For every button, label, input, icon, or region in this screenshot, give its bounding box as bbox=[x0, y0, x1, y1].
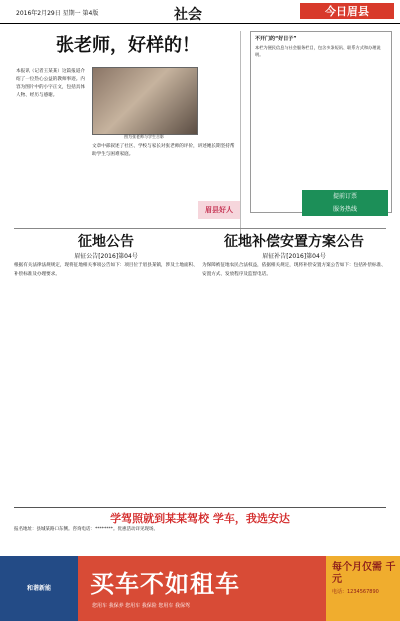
main-article bbox=[16, 31, 240, 247]
bottom-title: 学驾照就到某某驾校 学车，我选安达 bbox=[110, 512, 290, 525]
notice-right bbox=[202, 233, 386, 279]
top-bar bbox=[0, 0, 400, 26]
notice-left-sub: 眉征公告[2016]第04号 bbox=[74, 253, 138, 260]
section-divider bbox=[14, 228, 386, 229]
vertical-divider bbox=[240, 31, 241, 247]
article-headline: 张老师，好样的！ bbox=[56, 35, 200, 56]
photo-caption: 图为张老师与学生合影 bbox=[124, 134, 164, 139]
green-ad-line2: 服务热线 bbox=[332, 206, 357, 213]
green-ad-line1: 提前订票 bbox=[332, 193, 357, 200]
notice-right-title: 征地补偿安置方案公告 bbox=[224, 234, 364, 250]
ad-right-small: 电话：1234567890 bbox=[332, 589, 379, 595]
notice-right-sub: 眉征补告[2016]第04号 bbox=[262, 253, 326, 260]
right-panel bbox=[250, 31, 392, 213]
notice-left bbox=[14, 233, 198, 279]
section-title: 社会 bbox=[174, 7, 202, 23]
masthead-logo: 今日眉县 bbox=[300, 3, 394, 19]
badge-box: 眉县好人 bbox=[198, 201, 240, 219]
ad-left: 和谐新能 bbox=[0, 556, 78, 621]
article-photo bbox=[92, 67, 198, 135]
ad-right-big: 每个月仅需 千元 bbox=[332, 562, 396, 585]
bottom-rule bbox=[14, 507, 386, 508]
ad-main-title: 买车不如租车 bbox=[90, 569, 240, 598]
right-panel-text: 本栏为便民信息与社会服务栏目，包含多条短讯、联系方式和办理说明。 bbox=[255, 45, 381, 57]
notice-left-title: 征地公告 bbox=[78, 234, 134, 250]
notice-left-body: 根据有关法律法规规定，现将征地相关事项公告如下：项目位于眉县某镇，涉及土地面积、补偿标准及办理要求。 bbox=[14, 263, 198, 277]
ad-subtitle: 您用车 我保养 您用车 我保险 您用车 我保驾 bbox=[92, 603, 190, 609]
bottom-ad bbox=[0, 556, 400, 621]
ad-center bbox=[78, 556, 326, 621]
bottom-text: 报名地址：县城某路口东侧。咨询电话：********。优惠活动详见现场。 bbox=[14, 527, 158, 532]
ad-right bbox=[326, 556, 400, 621]
issue-meta: 2016年2月29日 星期一 第4版 bbox=[16, 10, 99, 17]
top-rule bbox=[0, 23, 400, 24]
right-panel-title: 不开门的“好日子” bbox=[255, 36, 297, 42]
article-middle-column: 文章中部叙述了社区、学校与家长对张老师的评价，讲述她长期坚持帮助学生与困难家庭。 bbox=[92, 144, 235, 157]
article-left-column: 本报讯（记者王某某）这篇报道介绍了一位热心公益的教师事迹。内容为图片中的小字正文，包括具体人物、经历与感谢。 bbox=[16, 69, 85, 98]
notice-right-body: 为保障被征地农民合法权益，依据相关规定，现将补偿安置方案公告如下：包括补偿标准、安置方式、发放程序及监督电话。 bbox=[202, 263, 386, 277]
green-ad bbox=[302, 190, 388, 216]
